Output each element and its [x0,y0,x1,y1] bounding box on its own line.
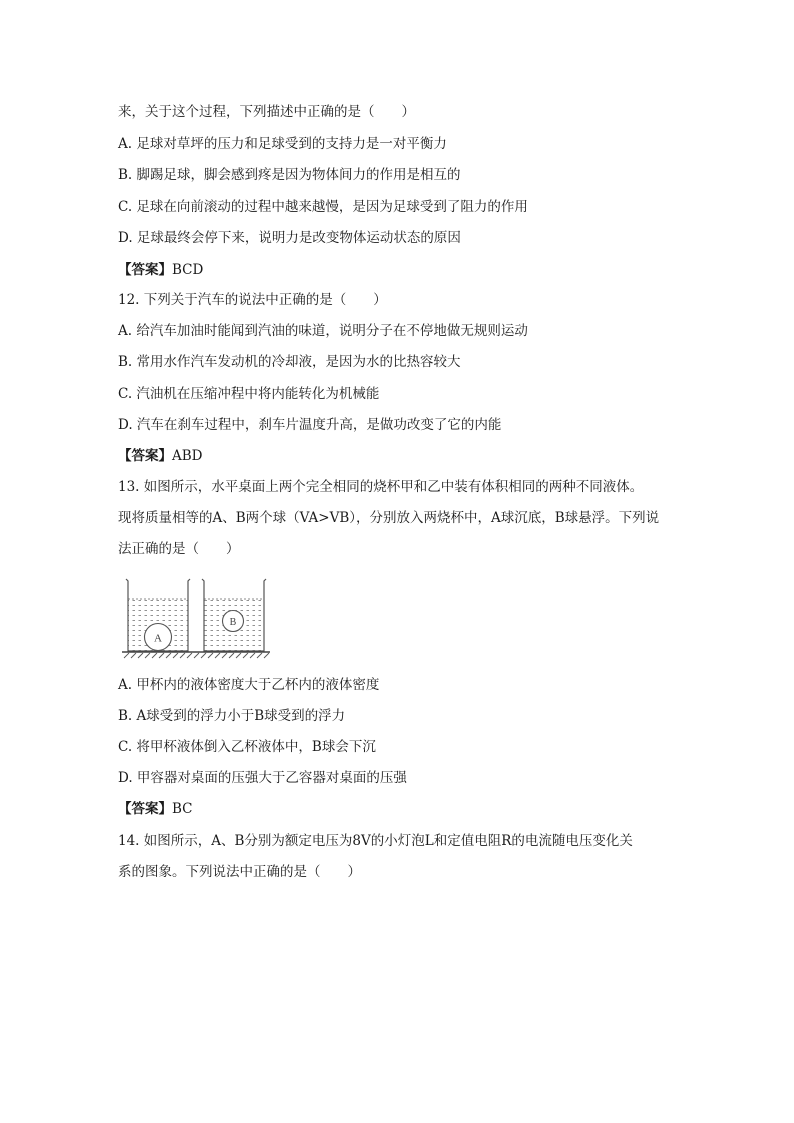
q11-answer [118,260,698,280]
q12-option-c: C. 汽油机在压缩冲程中将内能转化为机械能 [118,386,380,402]
q12-option-d: D. 汽车在刹车过程中，刹车片温度升高，是做功改变了它的内能 [118,417,502,433]
ball-a-label: A [154,632,162,645]
q11-option-b: B. 脚踢足球，脚会感到疼是因为物体间力的作用是相互的 [118,167,461,183]
q13-option-d: D. 甲容器对桌面的压强大于乙容器对桌面的压强 [118,770,407,786]
q12-answer-label: 【答案】 [118,448,172,464]
q13-stem-line-2: 现将质量相等的A、B两个球（VA>VB），分别放入两烧杯中，A球沉底，B球悬浮。下列说 [118,510,660,526]
q11-option-d: D. 足球最终会停下来，说明力是改变物体运动状态的原因 [118,230,461,246]
ball-b-label: B [229,617,237,628]
q13-answer [118,799,698,819]
q13-stem-line-1: 13. 如图所示，水平桌面上两个完全相同的烧杯甲和乙中装有体积相同的两种不同液体。 [118,479,644,495]
q12-option-b: B. 常用水作汽车发动机的冷却液，是因为水的比热容较大 [118,354,461,370]
q11-stem: 来，关于这个过程，下列描述中正确的是（ ） [118,104,415,120]
q12-answer [118,446,698,466]
q13-answer-label: 【答案】 [118,801,172,817]
q14-stem-line-1: 14. 如图所示，A、B分别为额定电压为8V的小灯泡L和定值电阻R的电流随电压变化关 [118,833,633,849]
beaker-jia [126,579,190,651]
beaker-yi [202,579,266,651]
q13-option-a: A. 甲杯内的液体密度大于乙杯内的液体密度 [118,677,380,693]
q11-option-a: A. 足球对草坪的压力和足球受到的支持力是一对平衡力 [118,136,447,152]
q12-stem: 12. 下列关于汽车的说法中正确的是（ ） [118,292,387,308]
beakers-figure [120,573,272,663]
q11-answer-value: BCD [172,262,204,278]
q11-answer-label: 【答案】 [118,262,172,278]
q12-option-a: A. 给汽车加油时能闻到汽油的味道，说明分子在不停地做无规则运动 [118,323,528,339]
q12-answer-value: ABD [172,448,203,464]
q13-option-c: C. 将甲杯液体倒入乙杯液体中，B球会下沉 [118,739,376,755]
q13-stem-line-3: 法正确的是（ ） [118,541,240,557]
q13-option-b: B. A球受到的浮力小于B球受到的浮力 [118,708,346,724]
q14-stem-line-2: 系的图象。下列说法中正确的是（ ） [118,864,361,880]
q13-answer-value: BC [172,801,193,817]
q11-option-c: C. 足球在向前滚动的过程中越来越慢，是因为足球受到了阻力的作用 [118,199,528,215]
table-surface [122,652,270,658]
